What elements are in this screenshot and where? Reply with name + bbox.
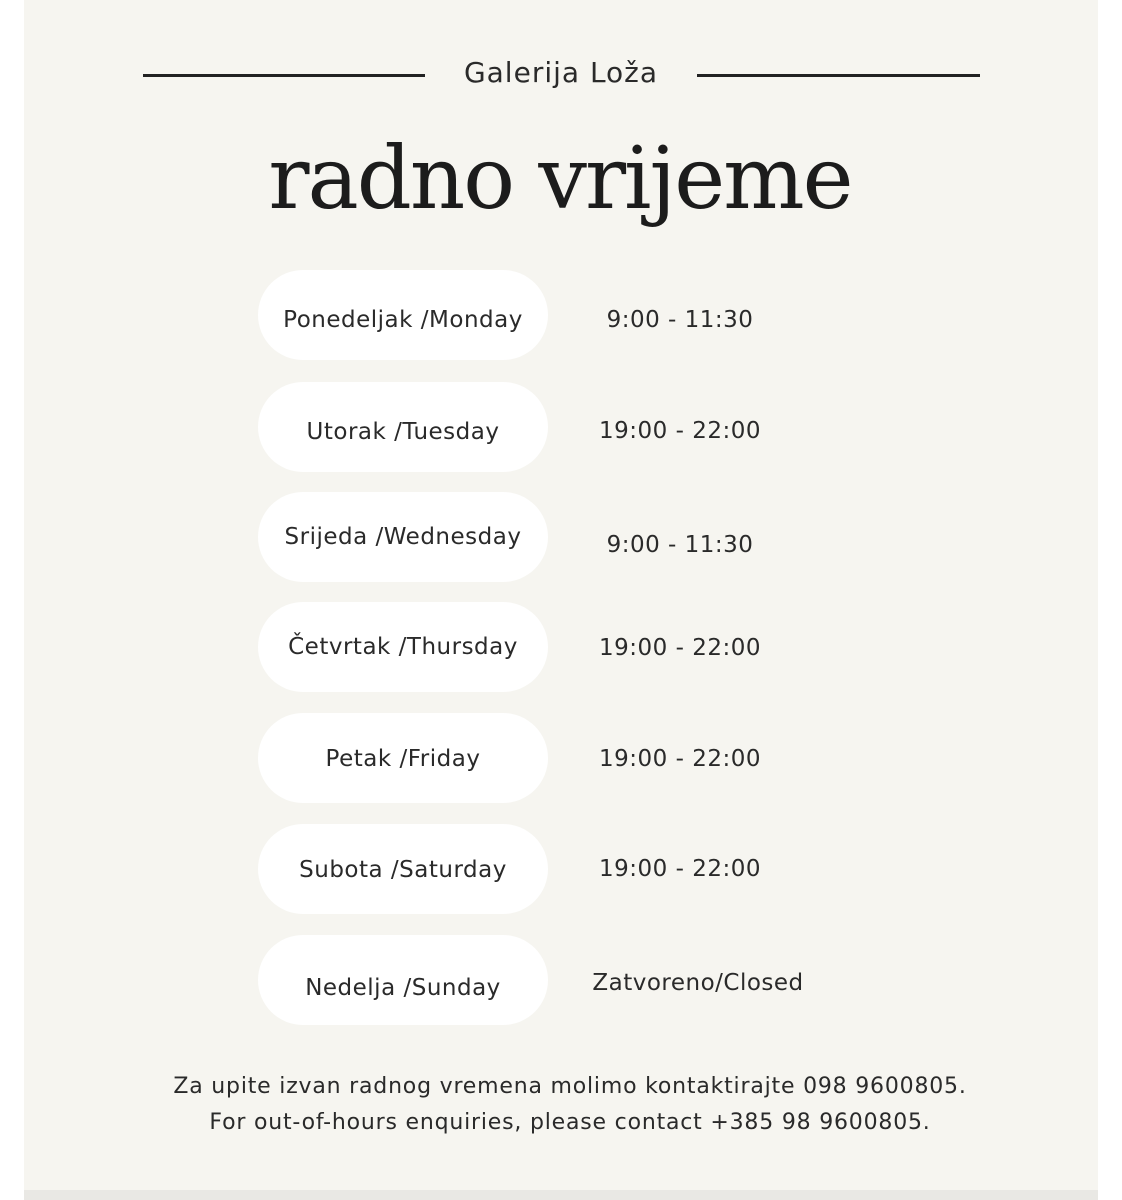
footer-note-english: For out-of-hours enquiries, please contact +385 98 9600805. (209, 1110, 931, 1135)
header-rule-left (143, 74, 425, 77)
hours-value-closed: Zatvoreno/Closed (592, 970, 804, 996)
day-label: Srijeda /Wednesday (284, 524, 522, 550)
schedule-row-monday (0, 270, 1122, 362)
schedule-row-friday (0, 713, 1122, 805)
schedule-row-wednesday (0, 492, 1122, 584)
day-label: Subota /Saturday (299, 857, 507, 883)
day-label: Ponedeljak /Monday (283, 307, 523, 333)
hours-value: 19:00 - 22:00 (599, 635, 761, 661)
hours-value: 19:00 - 22:00 (599, 856, 761, 882)
schedule-row-sunday (0, 935, 1122, 1027)
schedule-row-thursday (0, 602, 1122, 694)
day-label: Četvrtak /Thursday (288, 634, 518, 660)
bottom-strip (24, 1190, 1098, 1200)
day-label: Nedelja /Sunday (305, 975, 501, 1001)
page-title: radno vrijeme (268, 129, 852, 229)
schedule-row-saturday (0, 824, 1122, 916)
day-label: Utorak /Tuesday (306, 419, 500, 445)
hours-value: 19:00 - 22:00 (599, 746, 761, 772)
day-label: Petak /Friday (325, 746, 481, 772)
schedule-row-tuesday (0, 382, 1122, 474)
hours-value: 9:00 - 11:30 (606, 307, 754, 333)
footer-note-croatian: Za upite izvan radnog vremena molimo kontaktirajte 098 9600805. (173, 1074, 967, 1099)
gallery-name: Galerija Loža (463, 56, 659, 89)
hours-value: 19:00 - 22:00 (599, 418, 761, 444)
header-rule-right (697, 74, 980, 77)
hours-value: 9:00 - 11:30 (606, 532, 754, 558)
